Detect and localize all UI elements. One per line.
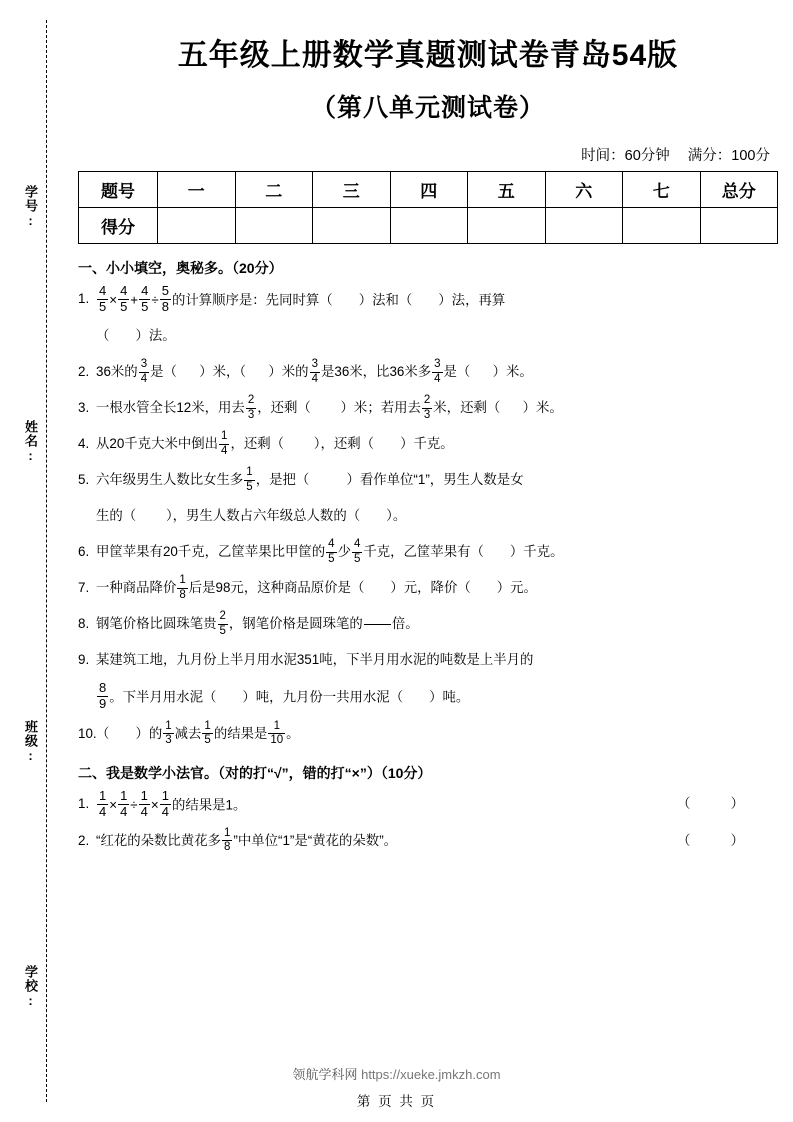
question-text: 。下半月用水泥（ [109, 689, 217, 705]
score-table-header-cell: 题号 [79, 172, 158, 208]
question-number: 1. [78, 291, 90, 306]
score-table-header-cell: 一 [158, 172, 236, 208]
fraction: $\frac{4}{5}$ [141, 283, 149, 314]
question-text: 甲筐苹果有20千克，乙筐苹果比甲筐的 [96, 544, 326, 560]
question-text: ，还剩（ [257, 400, 311, 416]
fraction: $\frac{1}{4}$ [161, 787, 169, 819]
question-text: 千克，乙筐苹果有（ [363, 544, 484, 560]
score-table-header-cell: 三 [313, 172, 391, 208]
question-text: 是（ [443, 364, 471, 380]
question-text: ）米。 [492, 364, 533, 380]
sidebar-label-class: 班级: [23, 720, 38, 764]
score-table-header-cell: 二 [235, 172, 313, 208]
question-text: ）。 [386, 508, 407, 524]
section-2-heading: 二、我是数学小法官。（对的打“√”，错的打“×”）（10分） [78, 764, 432, 781]
fraction: $\frac{1}{5}$ [204, 719, 211, 747]
footer-watermark [0, 1064, 793, 1083]
score-table-header-cell: 六 [545, 172, 623, 208]
true-false-answer-box[interactable]: （ ） [677, 833, 744, 849]
question-text: “红花的朵数比黄花多 [96, 833, 221, 849]
score-table [78, 171, 778, 244]
question-text: ，钢笔价格是圆珠笔的 [228, 616, 363, 632]
fraction: $\frac{4}{5}$ [120, 283, 128, 314]
question-number: 9. [78, 652, 90, 668]
question-text: ）米；若用去 [340, 400, 421, 416]
fraction: $\frac{1}{3}$ [165, 719, 172, 747]
question-text: 的计算顺序是：先同时算（ [171, 292, 333, 308]
question-text: ）元。 [496, 580, 537, 596]
score-table-value-cell[interactable] [158, 208, 236, 244]
question-text: ）吨。 [429, 689, 470, 705]
fraction: $\frac{1}{8}$ [223, 827, 231, 854]
question-1-5 [78, 465, 778, 495]
sidebar-label-school: 学校: [23, 965, 38, 1009]
question-text: ）元，降价（ [390, 580, 471, 596]
question-text: 的结果是 [213, 725, 268, 741]
score-table-label-cell: 得分 [79, 208, 158, 244]
question-number: 1. [78, 795, 90, 811]
question-text: 后是98元，这种商品原价是（ [188, 580, 365, 596]
fraction: $\frac{2}{3}$ [247, 394, 255, 421]
answer-fraction-blank[interactable] [364, 610, 391, 637]
question-text: 减去 [174, 725, 202, 741]
question-text: 从20千克大米中倒出 [96, 436, 219, 452]
question-1-3 [78, 393, 778, 423]
question-2-1: 1. （ ） $\frac{1}{4}$ × $\frac{1}{4}$ ÷ $\frac{1}{4}$ × $\frac{1}{4}$ 的结果是1。 [78, 787, 744, 819]
question-1-9 [78, 645, 778, 675]
question-number: 8. [78, 616, 90, 632]
question-text: （ [96, 725, 110, 741]
question-1-10 [78, 719, 778, 749]
question-1-8 [78, 609, 778, 639]
question-text: ），还剩（ [313, 436, 375, 452]
question-number: 7. [78, 580, 90, 596]
question-number: 2. [78, 364, 90, 380]
question-text: ）米。 [522, 400, 563, 416]
question-number: 4. [78, 436, 90, 452]
question-text: 生的（ [96, 508, 137, 524]
sidebar-label-student-id: 学号: [23, 185, 38, 229]
question-1-6 [78, 537, 778, 567]
fraction: $\frac{2}{3}$ [423, 394, 431, 421]
fraction: $\frac{3}{4}$ [434, 358, 441, 385]
question-text: 一根水管全长12米，用去 [96, 400, 245, 416]
fraction: $\frac{5}{8}$ [161, 283, 169, 314]
question-text: 六年级男生人数比女生多 [96, 472, 244, 488]
score-table-value-cell[interactable] [468, 208, 546, 244]
question-text: ）千克。 [400, 436, 454, 452]
question-text: （ [96, 328, 110, 344]
question-text: ”中单位“1”是“黄花的朵数”。 [233, 833, 398, 849]
fraction: $\frac{1}{8}$ [179, 574, 186, 601]
question-text: ）法和（ [358, 292, 413, 308]
exam-time: 时间：60分钟 [581, 148, 670, 164]
question-text: 少 [337, 544, 351, 560]
score-table-header-cell: 总分 [700, 172, 778, 208]
question-text: 36米的 [96, 364, 138, 380]
section-1-heading: 一、小小填空，奥秘多。（20分） [78, 260, 283, 276]
fraction: $\frac{4}{5}$ [99, 283, 107, 314]
fraction: $\frac{1}{4}$ [140, 787, 148, 819]
question-1-1: 1. $\frac{4}{5}$ × $\frac{4}{5}$ + $\frac{4}{5}$ ÷ $\frac{5}{8}$ 的计算顺序是：先同时算（ ）法和（ ）法，再算 [78, 283, 506, 314]
fraction: $\frac{3}{4}$ [311, 358, 318, 385]
question-text: ）米的 [268, 364, 309, 380]
question-1-2 [78, 357, 778, 387]
question-text: 米，还剩（ [433, 400, 501, 416]
question-text: 钢笔价格比圆珠笔贵 [96, 616, 217, 632]
question-text: ）法。 [135, 328, 176, 344]
table-row [79, 172, 778, 208]
question-text: 一种商品降价 [96, 580, 177, 596]
score-table-value-cell[interactable] [313, 208, 391, 244]
question-text: 是36米，比36米多 [320, 364, 432, 380]
question-text: ）的 [135, 725, 163, 741]
fraction: $\frac{4}{5}$ [353, 538, 361, 565]
fraction: $\frac{1}{10}$ [270, 719, 284, 747]
footer-page-number: 第 页 共 页 [356, 1094, 437, 1109]
fraction: $\frac{1}{4}$ [99, 787, 107, 819]
fraction: $\frac{1}{5}$ [246, 466, 253, 493]
score-table-header-cell: 四 [390, 172, 468, 208]
question-1-1-cont [78, 321, 778, 351]
fraction: $\frac{3}{4}$ [140, 358, 148, 385]
fraction: $\frac{2}{5}$ [219, 610, 226, 637]
question-text: ，还剩（ [230, 436, 284, 452]
question-text: ），男生人数占六年级总人数的（ [165, 508, 361, 524]
question-1-5-cont [78, 501, 778, 531]
score-table-value-cell[interactable] [623, 208, 701, 244]
question-text: ）千克。 [509, 544, 564, 560]
question-1-7 [78, 573, 778, 603]
score-table-header-cell: 五 [468, 172, 546, 208]
score-table-value-cell[interactable] [390, 208, 468, 244]
fraction: $\frac{8}{9}$ [99, 680, 107, 712]
question-text: 的结果是1。 [171, 797, 247, 813]
sidebar-label-name: 姓名: [23, 420, 38, 464]
question-number: 6. [78, 544, 90, 560]
question-number: 2. [78, 833, 90, 849]
score-table-value-cell[interactable] [700, 208, 778, 244]
exam-content [78, 0, 778, 862]
question-2-2 [78, 826, 778, 856]
fraction: $\frac{4}{5}$ [328, 538, 335, 565]
question-text: 某建筑工地，九月份上半月用水泥351吨，下半月用水泥的吨数是上半月的 [96, 652, 534, 668]
question-text: ）米，（ [199, 364, 247, 380]
exam-total-score: 满分：100分 [687, 148, 770, 164]
score-table-value-cell[interactable] [545, 208, 623, 244]
question-number: 10. [78, 725, 97, 741]
site-url: https://xueke.jmkzh.com [361, 1067, 501, 1082]
site-name: 领航学科网 [292, 1067, 358, 1082]
question-number: 5. [78, 472, 90, 488]
cut-line [46, 20, 47, 1102]
table-row [79, 208, 778, 244]
score-table-value-cell[interactable] [235, 208, 313, 244]
fraction: $\frac{1}{4}$ [120, 787, 128, 819]
page-title: 五年级上册数学真题测试卷青岛54版 [177, 39, 679, 72]
question-text: ）看作单位“1”，男生人数是女 [346, 472, 524, 488]
score-table-header-cell: 七 [623, 172, 701, 208]
question-number: 3. [78, 400, 90, 416]
fraction: $\frac{1}{4}$ [221, 430, 228, 457]
page-subtitle: （第八单元测试卷） [310, 94, 545, 122]
exam-meta [78, 144, 770, 165]
true-false-answer-box[interactable]: （ ） [677, 795, 744, 811]
question-1-4 [78, 429, 778, 459]
question-text: 。 [286, 725, 300, 741]
question-text: ）法，再算 [438, 292, 506, 308]
question-text: ，是把（ [255, 472, 310, 488]
question-text: 倍。 [391, 616, 419, 632]
question-1-9-cont [78, 681, 778, 712]
question-text: 是（ [150, 364, 177, 380]
question-text: ）吨，九月份一共用水泥（ [242, 689, 404, 705]
